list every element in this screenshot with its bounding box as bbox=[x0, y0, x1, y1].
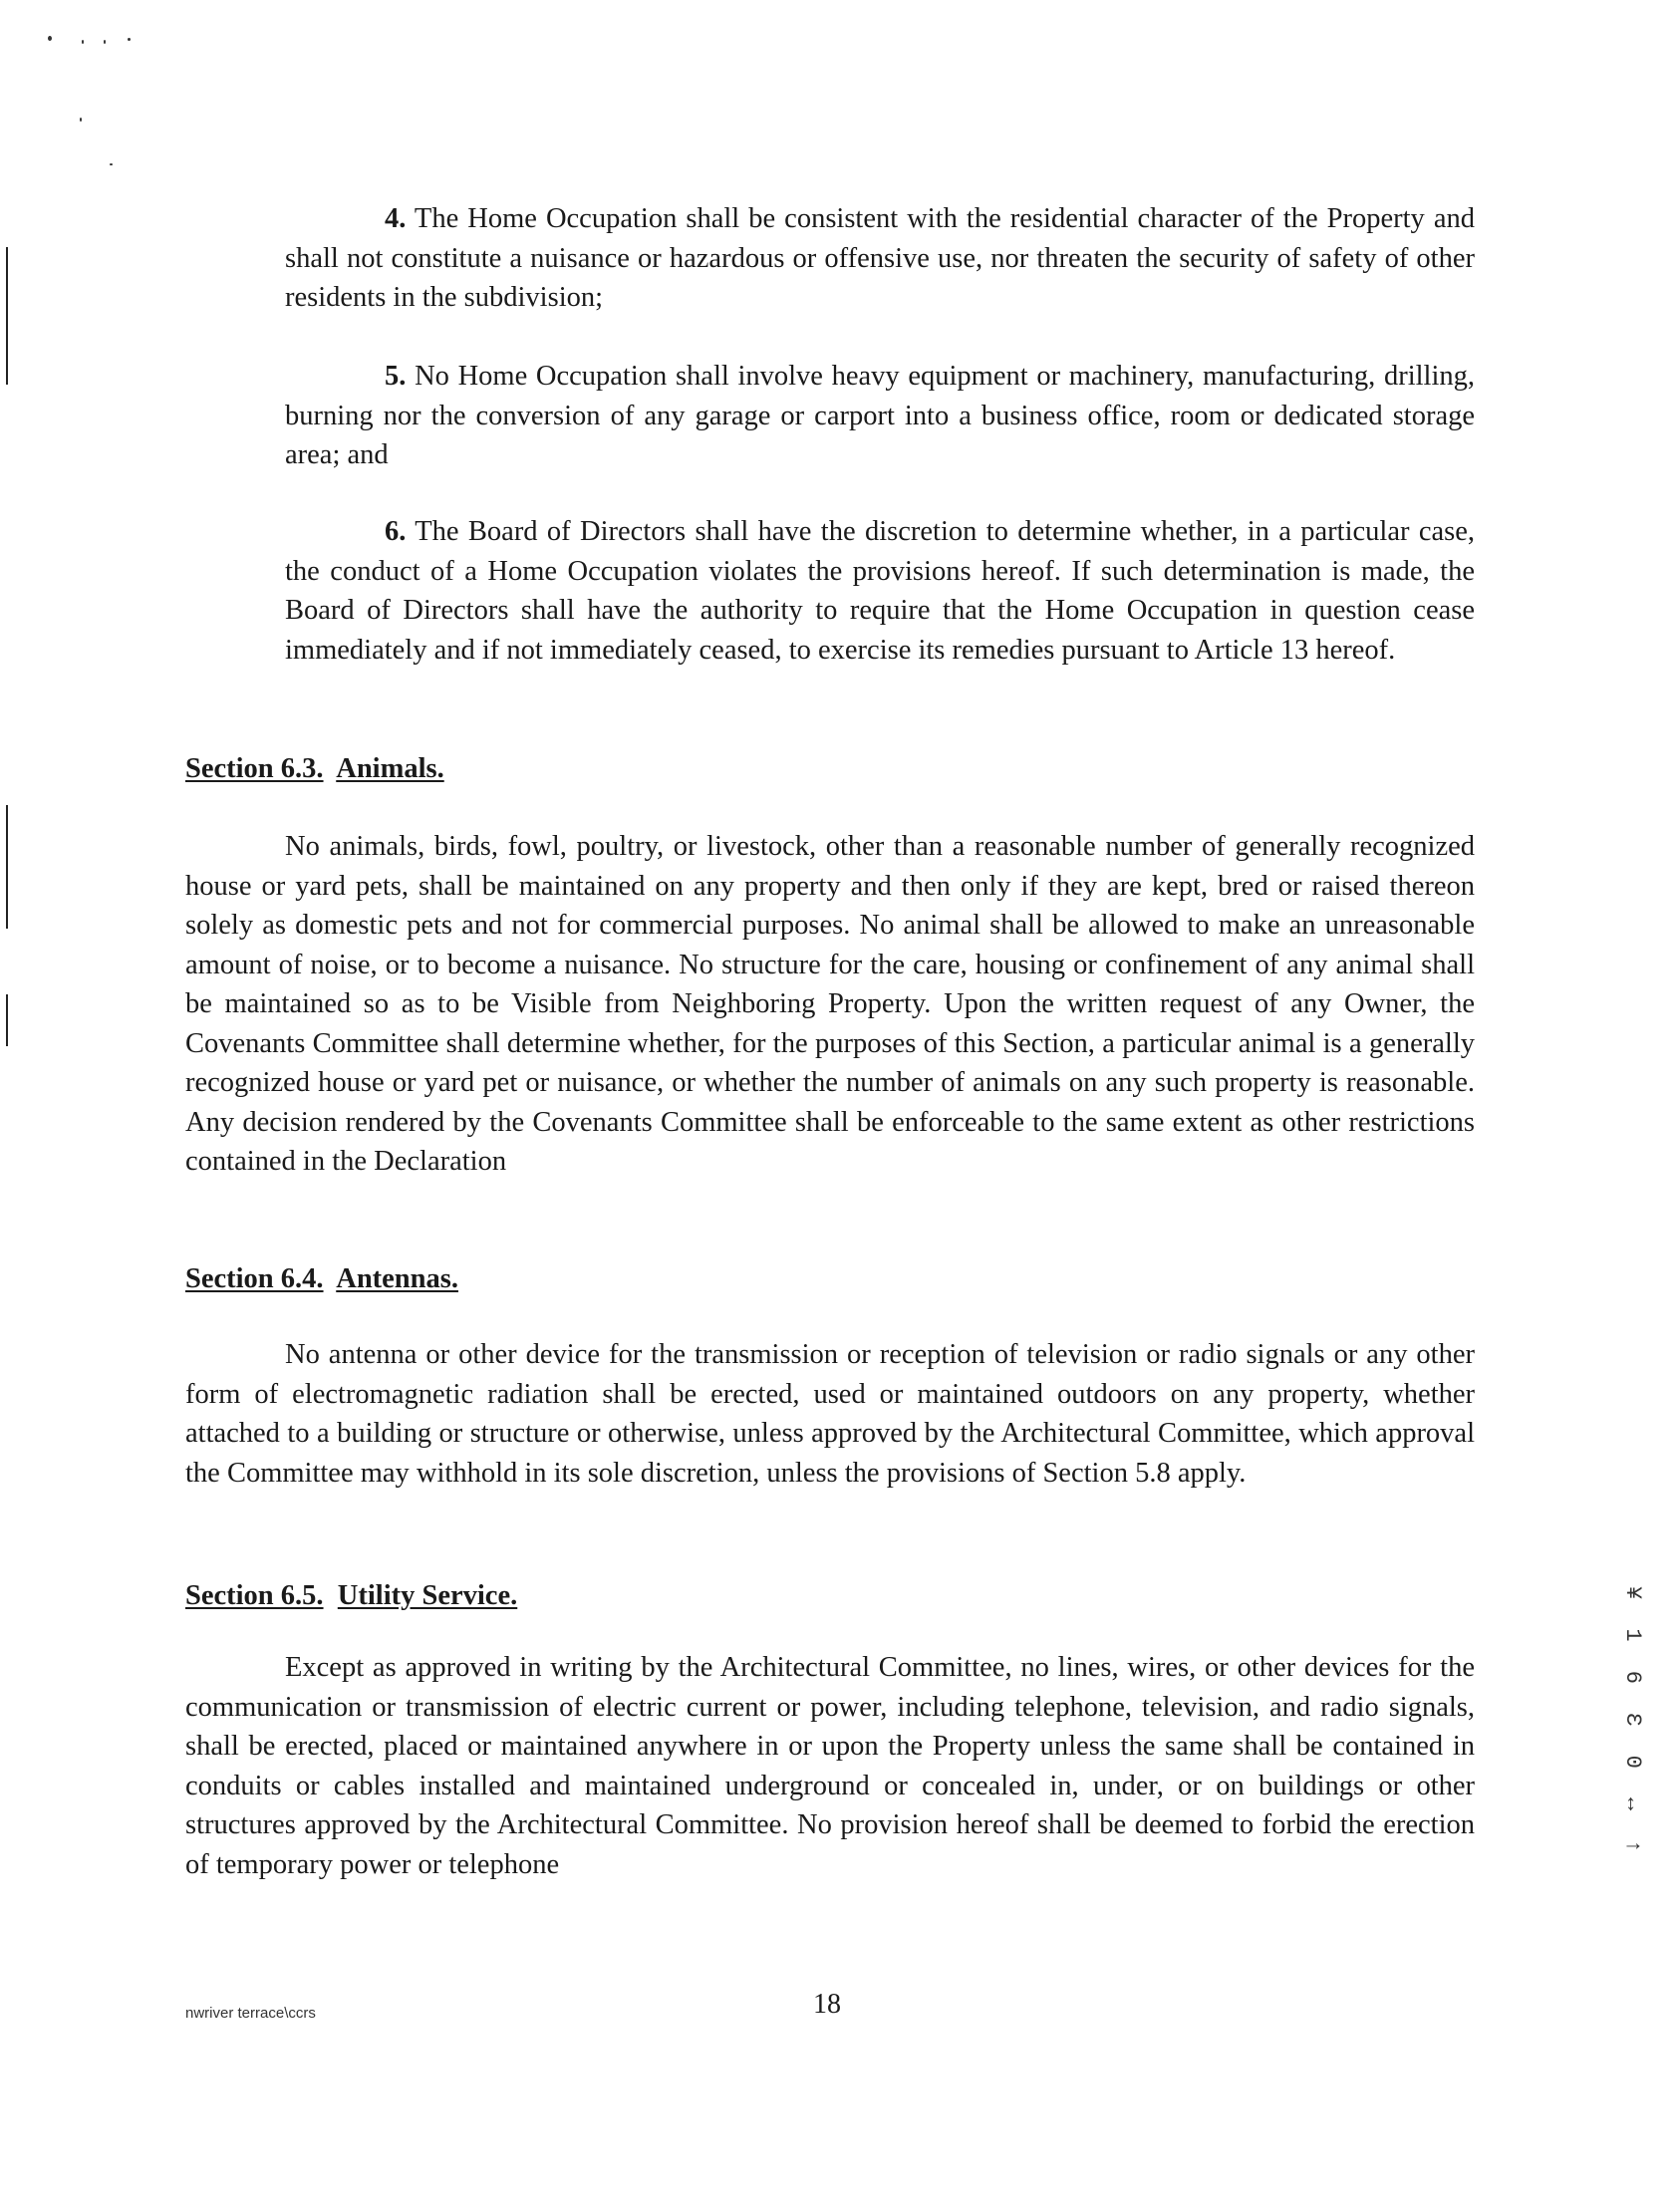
section-title: Antennas. bbox=[336, 1263, 458, 1294]
section-body: No animals, birds, fowl, poultry, or livestock, other than a reasonable number of generally recognized house or yard pets, shall be maintained on any property and then only if they are kept, bred or raised thereon solely as domestic pets and not for commercial purposes. No animal shall be allowed to make an unreasonable amount of noise, or to become a nuisance. No structure for the care, housing or confinement of any animal shall be maintained so as to be Visible from Neighboring Property. Upon the written request of any Owner, the Covenants Committee shall determine whether, for the purposes of this Section, a particular animal is a generally recognized house or yard pet or nuisance, or whether the number of animals on any such property is reasonable. Any decision rendered by the Covenants Committee shall be enforceable to the same extent as other restrictions contained in the Declaration bbox=[185, 831, 1475, 1177]
list-item-text: The Home Occupation shall be consistent with the residential character of the Property and shall not constitute a nuisance or hazardous or offensive use, nor threaten the security of safety of other residents in the subdivision; bbox=[285, 203, 1475, 313]
footer-file-path: nwriver terrace\ccrs bbox=[185, 2005, 316, 2022]
list-item-number: 5. bbox=[385, 361, 407, 392]
list-item-text: The Board of Directors shall have the discretion to determine whether, in a particular case, the conduct of a Home Occupation violates the provisions hereof. If such determination is made, the Board of Directors shall have the authority to require that the Home Occupation in question cease immediately and if not immediately ceased, to exercise its remedies pursuant to Article 13 hereof. bbox=[285, 516, 1475, 666]
page-number: 18 bbox=[813, 1989, 841, 2020]
section-title: Animals. bbox=[336, 753, 444, 784]
list-item-number: 6. bbox=[385, 516, 407, 547]
revision-bar bbox=[6, 994, 8, 1046]
list-item-text: No Home Occupation shall involve heavy equipment or machinery, manufacturing, drilling, burning nor the conversion of any garage or carport into a business office, room or dedicated storage area; and bbox=[285, 361, 1476, 470]
recording-stamp: ¥ 1 6 Ɛ 0 ↔ ↑ bbox=[1620, 1586, 1645, 1861]
revision-bar bbox=[6, 805, 8, 929]
section-heading bbox=[185, 1580, 517, 1612]
scan-speck bbox=[128, 38, 131, 41]
list-item bbox=[285, 357, 1475, 475]
scan-speck bbox=[82, 40, 84, 44]
list-item bbox=[285, 199, 1475, 318]
section-heading bbox=[185, 753, 444, 785]
section-body: Except as approved in writing by the Architectural Committee, no lines, wires, or other devices for the communication or transmission of electric current or power, including telephone, television, and radio signals, shall be erected, placed or maintained anywhere in or upon the Property unless the same shall be contained in conduits or cables installed and maintained underground or concealed in, under, or on buildings or other structures approved by the Architectural Committee. No provision hereof shall be deemed to forbid the erection of temporary power or telephone bbox=[185, 1652, 1475, 1880]
scan-speck bbox=[110, 163, 113, 165]
revision-bar bbox=[6, 247, 8, 385]
scan-speck bbox=[104, 40, 106, 44]
scan-speck bbox=[48, 36, 52, 41]
section-body: No antenna or other device for the transmission or reception of television or radio signals or any other form of electromagnetic radiation shall be erected, used or maintained outdoors on any property, whether attached to a building or structure or otherwise, unless approved by the Architectural Committee, which approval the Committee may withhold in its sole discretion, unless the provisions of Section 5.8 apply. bbox=[185, 1339, 1475, 1489]
section-title: Utility Service. bbox=[337, 1580, 518, 1611]
list-item bbox=[285, 512, 1475, 670]
list-item-number: 4. bbox=[385, 203, 407, 234]
section-number: Section 6.3. bbox=[185, 753, 324, 784]
section-number: Section 6.5. bbox=[185, 1580, 324, 1611]
section-heading bbox=[185, 1263, 458, 1295]
section-number: Section 6.4. bbox=[185, 1263, 324, 1294]
scan-speck bbox=[80, 118, 82, 122]
